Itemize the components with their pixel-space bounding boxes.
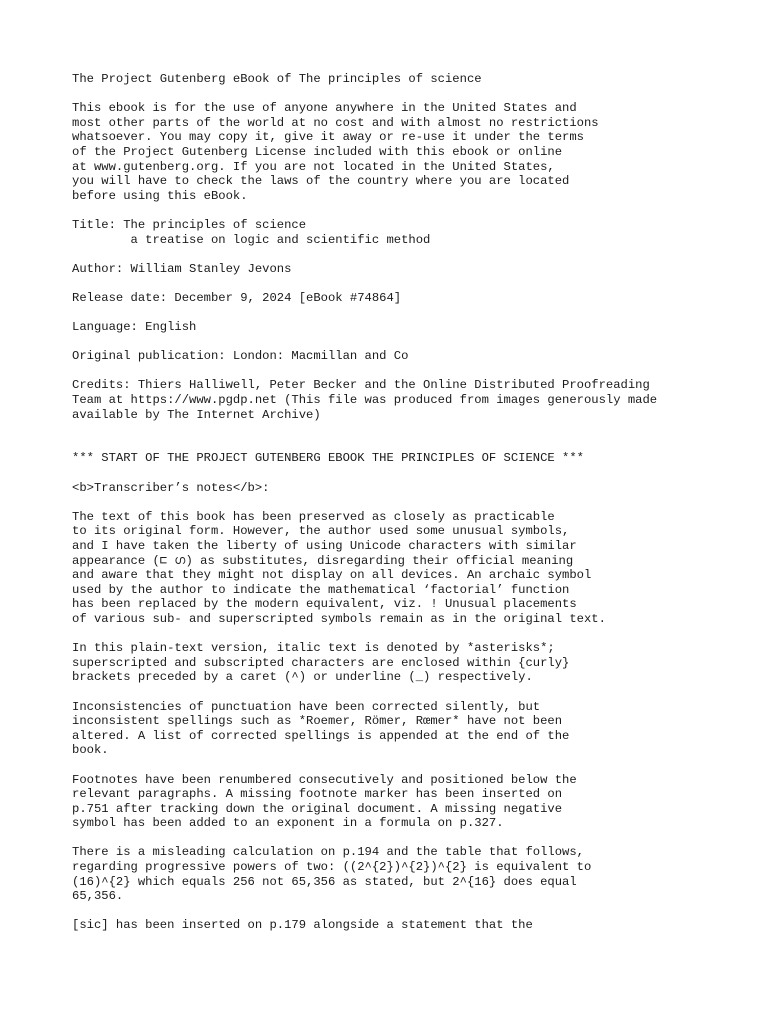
paragraph	[72, 262, 712, 277]
blank-line	[72, 87, 712, 102]
text-line: superscripted and subscripted characters are enclosed within {curly}	[72, 655, 570, 670]
paragraph	[72, 72, 712, 87]
text-line: 65,356.	[72, 889, 124, 904]
paragraph	[72, 378, 712, 422]
paragraph	[72, 918, 712, 933]
paragraph	[72, 451, 712, 466]
text-line: Language: English	[72, 320, 197, 335]
text-line: Footnotes have been renumbered consecutively and positioned below the	[72, 772, 577, 787]
text-line: Original publication: London: Macmillan and Co	[72, 349, 409, 364]
paragraph	[72, 218, 712, 247]
paragraph	[72, 101, 712, 203]
text-line: used by the author to indicate the mathematical ‘factorial’ function	[72, 582, 570, 597]
text-line: p.751 after tracking down the original document. A missing negative	[72, 801, 563, 816]
paragraph	[72, 320, 712, 335]
text-line: (16)^{2} which equals 256 not 65,356 as stated, but 2^{16} does equal	[72, 874, 577, 889]
text-line: Inconsistencies of punctuation have been corrected silently, but	[72, 699, 541, 714]
paragraph	[72, 349, 712, 364]
blank-line	[72, 437, 712, 452]
text-line: book.	[72, 743, 109, 758]
document-text	[72, 72, 712, 933]
text-line: Author: William Stanley Jevons	[72, 261, 292, 276]
blank-line	[72, 904, 712, 919]
paragraph	[72, 641, 712, 685]
text-line: available by The Internet Archive)	[72, 407, 321, 422]
text-line: Title: The principles of science	[72, 217, 307, 232]
blank-line	[72, 685, 712, 700]
text-line: before using this eBook.	[72, 188, 248, 203]
blank-line	[72, 203, 712, 218]
blank-line	[72, 495, 712, 510]
paragraph	[72, 700, 712, 758]
text-line: symbol has been added to an exponent in a formula on p.327.	[72, 816, 504, 831]
text-line: relevant paragraphs. A missing footnote marker has been inserted on	[72, 787, 563, 802]
text-line: regarding progressive powers of two: ((2^{2})^{2})^{2} is equivalent to	[72, 860, 592, 875]
text-line: to its original form. However, the author used some unusual symbols,	[72, 524, 570, 539]
text-line: appearance (⊏ ഗ) as substitutes, disregarding their official meaning	[72, 553, 574, 568]
text-line: Credits: Thiers Halliwell, Peter Becker and the Online Distributed Proofreading	[72, 378, 650, 393]
paragraph	[72, 845, 712, 903]
text-line: The Project Gutenberg eBook of The principles of science	[72, 72, 482, 86]
text-line: altered. A list of corrected spellings is appended at the end of the	[72, 728, 570, 743]
text-line: has been replaced by the modern equivalent, viz. ! Unusual placements	[72, 597, 577, 612]
paragraph	[72, 510, 712, 627]
text-line: This ebook is for the use of anyone anywhere in the United States and	[72, 101, 577, 116]
text-line: of various sub- and superscripted symbols remain as in the original text.	[72, 611, 606, 626]
text-line: a treatise on logic and scientific method	[72, 232, 431, 247]
text-line: In this plain-text version, italic text is denoted by *asterisks*;	[72, 641, 555, 656]
blank-line	[72, 364, 712, 379]
blank-line	[72, 466, 712, 481]
text-line: Release date: December 9, 2024 [eBook #74864]	[72, 290, 402, 305]
blank-line	[72, 276, 712, 291]
paragraph	[72, 481, 712, 496]
text-line: <b>Transcriber’s notes</b>:	[72, 480, 270, 495]
blank-line	[72, 247, 712, 262]
text-line: The text of this book has been preserved as closely as practicable	[72, 509, 555, 524]
text-line: at www.gutenberg.org. If you are not located in the United States,	[72, 159, 555, 174]
paragraph	[72, 773, 712, 831]
blank-line	[72, 627, 712, 642]
blank-line	[72, 831, 712, 846]
text-line: whatsoever. You may copy it, give it away or re-use it under the terms	[72, 130, 584, 145]
text-line: brackets preceded by a caret (^) or underline (_) respectively.	[72, 670, 533, 685]
text-line: inconsistent spellings such as *Roemer, Römer, Rœmer* have not been	[72, 714, 563, 729]
blank-line	[72, 422, 712, 437]
text-line: and aware that they might not display on all devices. An archaic symbol	[72, 568, 592, 583]
text-line: of the Project Gutenberg License included with this ebook or online	[72, 144, 563, 159]
text-line: and I have taken the liberty of using Unicode characters with similar	[72, 539, 577, 553]
blank-line	[72, 335, 712, 350]
blank-line	[72, 306, 712, 321]
text-line: most other parts of the world at no cost and with almost no restrictions	[72, 115, 599, 130]
text-line: There is a misleading calculation on p.194 and the table that follows,	[72, 845, 584, 860]
blank-line	[72, 758, 712, 773]
text-line: Team at https://www.pgdp.net (This file was produced from images generously made	[72, 393, 658, 408]
text-line: [sic] has been inserted on p.179 alongside a statement that the	[72, 918, 533, 933]
text-line: you will have to check the laws of the country where you are located	[72, 174, 570, 189]
text-line: *** START OF THE PROJECT GUTENBERG EBOOK THE PRINCIPLES OF SCIENCE ***	[72, 451, 584, 466]
paragraph	[72, 291, 712, 306]
